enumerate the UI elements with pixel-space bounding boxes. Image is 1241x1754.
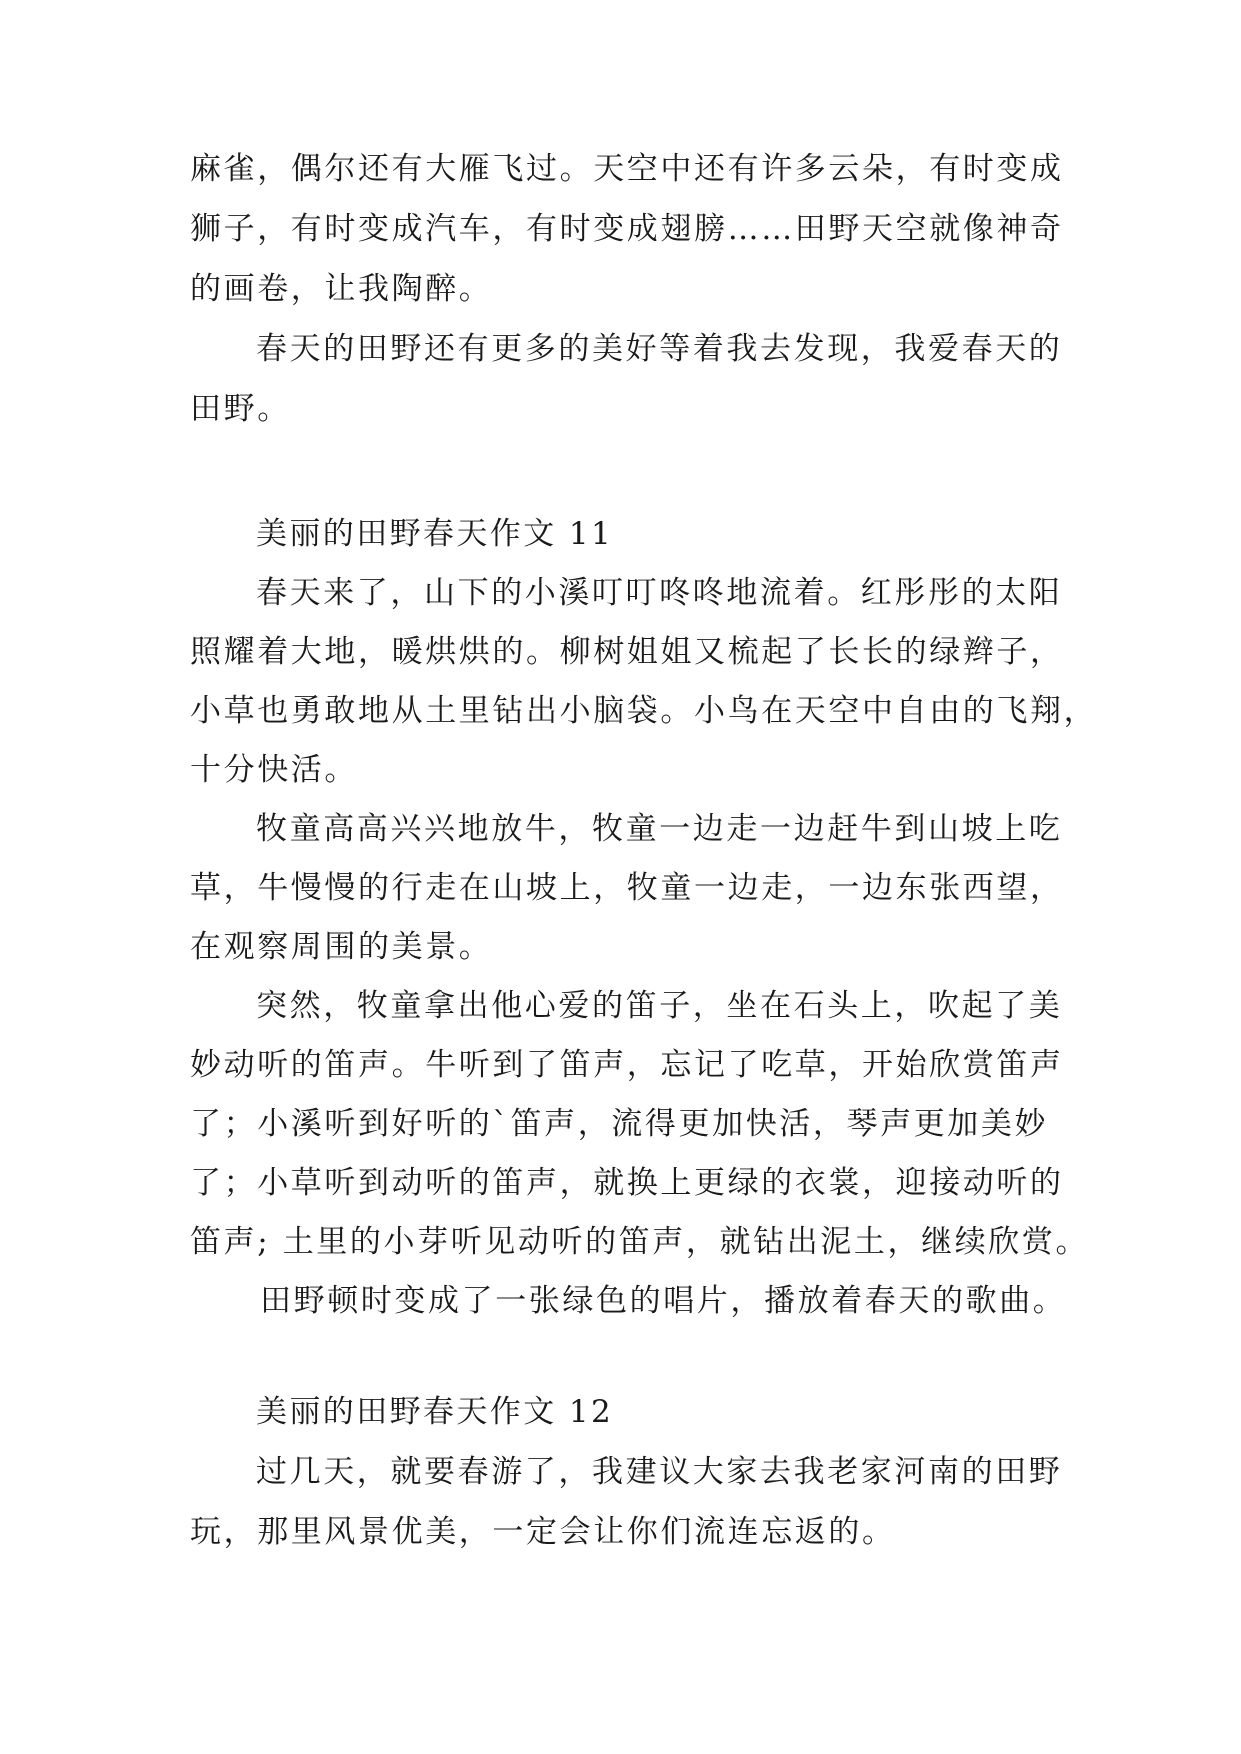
paragraph-line: 田野。 xyxy=(190,391,291,427)
paragraph-line: 草，牛慢慢的行走在山坡上，牧童一边走，一边东张西望， xyxy=(190,870,1064,906)
paragraph-line: 麻雀，偶尔还有大雁飞过。天空中还有许多云朵，有时变成 xyxy=(190,151,1064,187)
paragraph-line: 小草也勇敢地从土里钻出小脑袋。小鸟在天空中自由的飞翔， xyxy=(190,693,1098,729)
paragraph-line: 的画卷，让我陶醉。 xyxy=(190,271,493,307)
paragraph-line: 笛声; 土里的小芽听见动听的笛声，就钻出泥土，继续欣赏。 xyxy=(190,1224,1090,1260)
paragraph-line: 田野顿时变成了一张绿色的唱片，播放着春天的歌曲。 xyxy=(260,1283,1067,1319)
paragraph-line: 了；小溪听到好听的`笛声，流得更加快活，琴声更加美妙 xyxy=(190,1106,1049,1142)
paragraph-line: 玩，那里风景优美，一定会让你们流连忘返的。 xyxy=(190,1514,896,1550)
paragraph-line: 过几天，就要春游了，我建议大家去我老家河南的田野 xyxy=(256,1454,1063,1490)
paragraph-line: 春天来了，山下的小溪叮叮咚咚地流着。红彤彤的太阳 xyxy=(256,575,1063,611)
paragraph-line: 狮子，有时变成汽车，有时变成翅膀……田野天空就像神奇 xyxy=(190,211,1064,247)
paragraph-line: 春天的田野还有更多的美好等着我去发现，我爱春天的 xyxy=(256,331,1063,367)
paragraph-line: 了；小草听到动听的笛声，就换上更绿的衣裳，迎接动听的 xyxy=(190,1165,1064,1201)
paragraph-line: 十分快活。 xyxy=(190,752,358,788)
paragraph-line: 牧童高高兴兴地放牛，牧童一边走一边赶牛到山坡上吃 xyxy=(256,811,1063,847)
paragraph-line: 突然，牧童拿出他心爱的笛子，坐在石头上，吹起了美 xyxy=(256,988,1063,1024)
paragraph-line: 在观察周围的美景。 xyxy=(190,929,493,965)
section-heading: 美丽的田野春天作文 12 xyxy=(256,1394,614,1430)
section-heading: 美丽的田野春天作文 11 xyxy=(256,516,614,552)
paragraph-line: 妙动听的笛声。牛听到了笛声，忘记了吃草，开始欣赏笛声 xyxy=(190,1047,1064,1083)
paragraph-line: 照耀着大地，暖烘烘的。柳树姐姐又梳起了长长的绿辫子， xyxy=(190,634,1064,670)
